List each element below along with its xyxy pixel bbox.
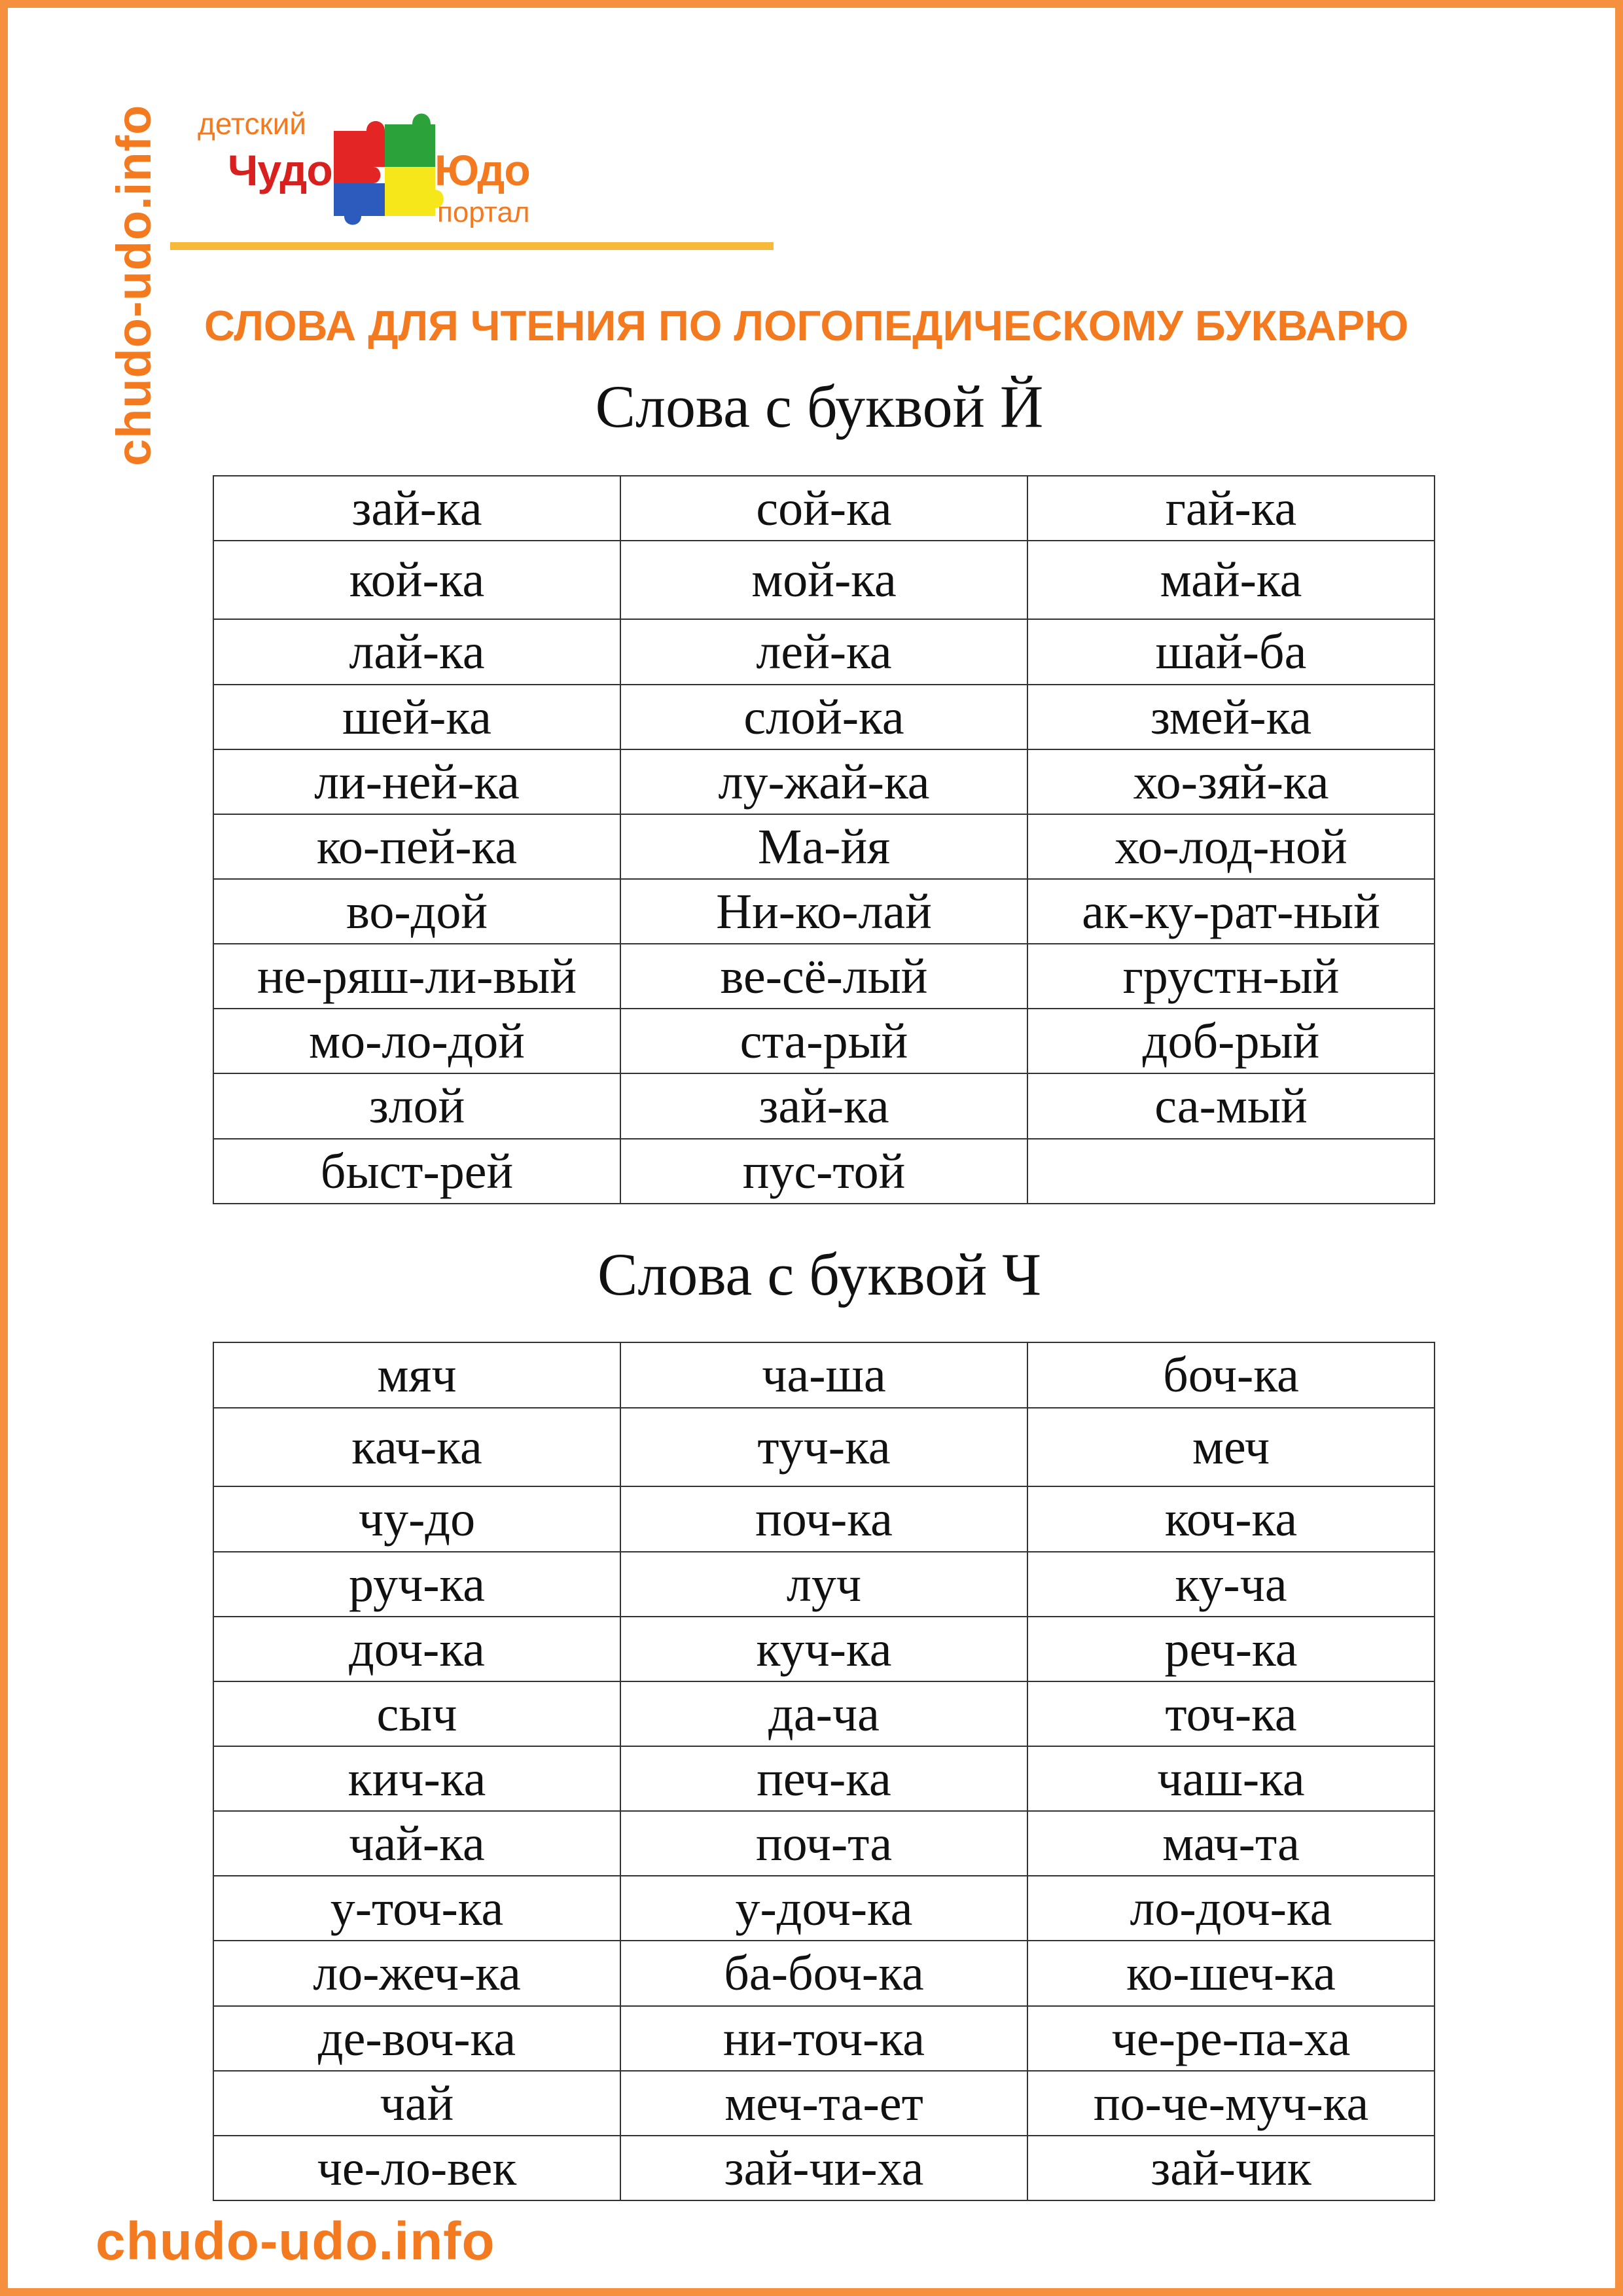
word-cell: мяч — [213, 1342, 620, 1408]
word-cell: мач-та — [1027, 1811, 1435, 1876]
word-cell: лу-жай-ка — [620, 749, 1027, 814]
table-row — [213, 1746, 1435, 1811]
word-cell: слой-ка — [620, 685, 1027, 749]
word-cell: гай-ка — [1027, 476, 1435, 541]
word-cell: ло-доч-ка — [1027, 1876, 1435, 1941]
table-row — [213, 685, 1435, 749]
word-cell: мой-ка — [620, 541, 1027, 619]
word-cell: са-мый — [1027, 1073, 1435, 1139]
word-cell: пус-той — [620, 1139, 1027, 1204]
word-cell: чай — [213, 2071, 620, 2136]
table-row — [213, 1681, 1435, 1746]
word-cell: лей-ка — [620, 619, 1027, 685]
word-cell: сыч — [213, 1681, 620, 1746]
word-cell: мо-ло-дой — [213, 1009, 620, 1073]
word-cell: ко-пей-ка — [213, 814, 620, 879]
table-row — [213, 814, 1435, 879]
word-cell: луч — [620, 1552, 1027, 1617]
word-cell: руч-ка — [213, 1552, 620, 1617]
word-cell: Ма-йя — [620, 814, 1027, 879]
main-title: СЛОВА ДЛЯ ЧТЕНИЯ ПО ЛОГОПЕДИЧЕСКОМУ БУКВАРЮ — [204, 302, 1409, 350]
table-row — [213, 944, 1435, 1009]
header-divider — [170, 242, 774, 250]
word-cell: точ-ка — [1027, 1681, 1435, 1746]
section-title-y: Слова с буквой Й — [595, 373, 1044, 440]
word-cell: поч-ка — [620, 1486, 1027, 1552]
table-row — [213, 1009, 1435, 1073]
word-cell: шей-ка — [213, 685, 620, 749]
table-row — [213, 1617, 1435, 1681]
word-cell: кич-ка — [213, 1746, 620, 1811]
word-table-y — [213, 475, 1435, 1204]
logo-word-bottom: портал — [437, 196, 530, 228]
bottom-url-text: chudo-udo.info — [96, 2212, 495, 2271]
word-cell: реч-ка — [1027, 1617, 1435, 1681]
word-cell: по-че-муч-ка — [1027, 2071, 1435, 2136]
word-cell: чай-ка — [213, 1811, 620, 1876]
table-row — [213, 1811, 1435, 1876]
word-cell: ак-ку-рат-ный — [1027, 879, 1435, 944]
table-row — [213, 1552, 1435, 1617]
word-cell: ста-рый — [620, 1009, 1027, 1073]
word-cell: хо-зяй-ка — [1027, 749, 1435, 814]
table-row — [213, 879, 1435, 944]
word-cell: ло-жеч-ка — [213, 1941, 620, 2006]
word-cell: туч-ка — [620, 1408, 1027, 1486]
word-cell: во-дой — [213, 879, 620, 944]
table-row — [213, 541, 1435, 619]
table-row — [213, 1876, 1435, 1941]
logo-word-right: Юдо — [435, 146, 530, 194]
word-cell: зай-чи-ха — [620, 2136, 1027, 2200]
table-row — [213, 1342, 1435, 1408]
word-cell: сой-ка — [620, 476, 1027, 541]
table-row — [213, 1486, 1435, 1552]
word-cell: ба-боч-ка — [620, 1941, 1027, 2006]
word-cell: не-ряш-ли-вый — [213, 944, 620, 1009]
word-cell: Ни-ко-лай — [620, 879, 1027, 944]
logo-word-top: детский — [198, 107, 306, 141]
word-cell: боч-ка — [1027, 1342, 1435, 1408]
table-row — [213, 476, 1435, 541]
word-cell: доч-ка — [213, 1617, 620, 1681]
word-cell: зай-чик — [1027, 2136, 1435, 2200]
word-cell: доб-рый — [1027, 1009, 1435, 1073]
word-cell: че-ре-па-ха — [1027, 2006, 1435, 2071]
word-cell: коч-ка — [1027, 1486, 1435, 1552]
word-cell: меч-та-ет — [620, 2071, 1027, 2136]
word-cell: лай-ка — [213, 619, 620, 685]
table-row — [213, 1073, 1435, 1139]
word-cell: зай-ка — [620, 1073, 1027, 1139]
word-cell: зай-ка — [213, 476, 620, 541]
word-cell: ве-сё-лый — [620, 944, 1027, 1009]
word-cell: ча-ша — [620, 1342, 1027, 1408]
word-cell: ко-шеч-ка — [1027, 1941, 1435, 2006]
table-row — [213, 1139, 1435, 1204]
table-row — [213, 1941, 1435, 2006]
word-cell: печ-ка — [620, 1746, 1027, 1811]
word-cell: ку-ча — [1027, 1552, 1435, 1617]
table-row — [213, 1408, 1435, 1486]
word-cell: поч-та — [620, 1811, 1027, 1876]
word-cell: куч-ка — [620, 1617, 1027, 1681]
word-cell: злой — [213, 1073, 620, 1139]
table-row — [213, 2071, 1435, 2136]
word-cell: ли-ней-ка — [213, 749, 620, 814]
word-cell: шай-ба — [1027, 619, 1435, 685]
section-title-ch: Слова с буквой Ч — [597, 1241, 1041, 1308]
site-logo — [198, 99, 564, 237]
word-cell: кой-ка — [213, 541, 620, 619]
word-cell: кач-ка — [213, 1408, 620, 1486]
word-cell: да-ча — [620, 1681, 1027, 1746]
table-row — [213, 619, 1435, 685]
word-cell: грустн-ый — [1027, 944, 1435, 1009]
word-table-ch — [213, 1342, 1435, 2201]
word-cell: май-ка — [1027, 541, 1435, 619]
word-cell: у-точ-ка — [213, 1876, 620, 1941]
word-cell: ни-точ-ка — [620, 2006, 1027, 2071]
table-row — [213, 749, 1435, 814]
word-cell: де-воч-ка — [213, 2006, 620, 2071]
word-cell — [1027, 1139, 1435, 1204]
word-cell: быст-рей — [213, 1139, 620, 1204]
table-row — [213, 2136, 1435, 2200]
word-cell: у-доч-ка — [620, 1876, 1027, 1941]
word-cell: хо-лод-ной — [1027, 814, 1435, 879]
table-row — [213, 2006, 1435, 2071]
word-cell: меч — [1027, 1408, 1435, 1486]
word-cell: чаш-ка — [1027, 1746, 1435, 1811]
logo-word-left: Чудо — [228, 146, 332, 194]
word-cell: че-ло-век — [213, 2136, 620, 2200]
puzzle-logo-icon — [321, 105, 445, 229]
side-url-text: chudo-udo.info — [107, 104, 161, 466]
word-cell: змей-ка — [1027, 685, 1435, 749]
word-cell: чу-до — [213, 1486, 620, 1552]
